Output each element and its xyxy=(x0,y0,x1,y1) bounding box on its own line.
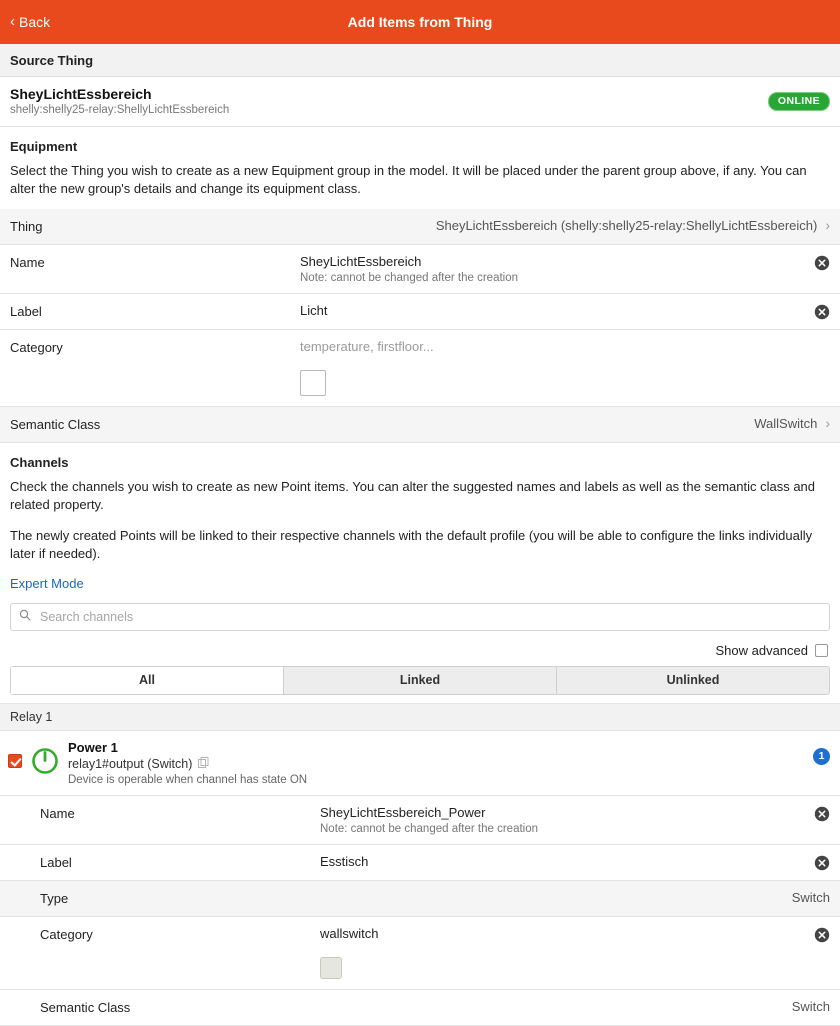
clear-icon[interactable] xyxy=(814,304,830,320)
channel-link-count-badge: 1 xyxy=(813,748,830,765)
status-badge: ONLINE xyxy=(768,92,830,111)
equipment-name-label: Name xyxy=(10,254,45,270)
show-advanced-checkbox[interactable] xyxy=(815,644,828,657)
channel-category-row[interactable] xyxy=(0,917,840,953)
copy-icon[interactable] xyxy=(198,757,209,771)
equipment-name-row[interactable] xyxy=(0,245,840,294)
channel-label-row[interactable] xyxy=(0,845,840,881)
channel-checkbox[interactable] xyxy=(8,754,22,768)
channel-category-label: Category xyxy=(40,926,93,942)
channel-label-label: Label xyxy=(40,854,72,870)
source-thing-name: SheyLichtEssbereich xyxy=(10,86,152,102)
channel-type-row xyxy=(0,881,840,917)
channel-info xyxy=(68,740,803,786)
back-button[interactable] xyxy=(0,14,60,30)
chevron-right-icon: › xyxy=(825,216,830,233)
equipment-name-value: SheyLichtEssbereich xyxy=(300,253,422,269)
back-button-label: Back xyxy=(19,14,51,30)
channel-type-value: Switch xyxy=(791,889,830,905)
show-advanced-label: Show advanced xyxy=(715,642,808,658)
equipment-section-title: Equipment xyxy=(0,127,840,160)
search-wrap xyxy=(0,603,840,639)
search-input[interactable] xyxy=(38,609,821,625)
channel-name-label: Name xyxy=(40,805,75,821)
search-icon xyxy=(19,609,31,624)
equipment-description: Select the Thing you wish to create as a new Equipment group in the model. It will be placed under the parent group above, if any. You can alter the new group's details and change its equipment class. xyxy=(10,163,807,197)
equipment-semantic-class-label: Semantic Class xyxy=(10,416,101,432)
clear-icon[interactable] xyxy=(814,927,830,943)
channel-group-label: Relay 1 xyxy=(0,703,840,731)
channel-uid-row xyxy=(68,757,803,771)
show-advanced-row[interactable] xyxy=(0,639,840,666)
channel-filter-tabs xyxy=(10,666,830,695)
equipment-label-value[interactable]: Licht xyxy=(300,302,328,318)
color-swatch[interactable] xyxy=(300,370,326,396)
source-thing-row[interactable] xyxy=(0,77,840,127)
equipment-category-input[interactable]: temperature, firstfloor... xyxy=(300,338,434,354)
equipment-category-row[interactable] xyxy=(0,330,840,366)
expert-mode-link[interactable]: Expert Mode xyxy=(10,575,84,591)
channel-name: Power 1 xyxy=(68,739,118,755)
category-icon-swatch[interactable] xyxy=(320,957,342,979)
channel-label-value[interactable]: Esstisch xyxy=(320,853,369,869)
chevron-right-icon: › xyxy=(825,414,830,431)
source-thing-info xyxy=(10,86,768,116)
channel-category-swatch-wrap xyxy=(0,953,840,990)
channel-name-field[interactable] xyxy=(320,805,806,835)
equipment-name-field[interactable] xyxy=(300,254,806,284)
equipment-semantic-class-row[interactable] xyxy=(0,407,840,443)
channels-section-title: Channels xyxy=(0,443,840,476)
clear-icon[interactable] xyxy=(814,806,830,822)
equipment-label-label: Label xyxy=(10,303,42,319)
equipment-label-row[interactable] xyxy=(0,294,840,330)
channel-name-value: SheyLichtEssbereich_Power xyxy=(320,804,486,820)
equipment-name-note: Note: cannot be changed after the creation xyxy=(300,271,519,284)
equipment-thing-label: Thing xyxy=(10,218,43,234)
equipment-semantic-class-value: WallSwitch xyxy=(754,415,818,431)
tab-linked[interactable]: Linked xyxy=(284,667,557,694)
clear-icon[interactable] xyxy=(814,855,830,871)
tab-unlinked[interactable]: Unlinked xyxy=(666,672,720,687)
search-channels-box[interactable] xyxy=(10,603,830,631)
equipment-category-swatch-wrap xyxy=(0,366,840,407)
channel-name-note: Note: cannot be changed after the creation xyxy=(320,822,539,835)
channel-semantic-class-value: Switch xyxy=(791,998,830,1014)
source-thing-uid: shelly:shelly25-relay:ShellyLichtEssbereich xyxy=(10,104,230,116)
channel-semantic-class-row[interactable] xyxy=(0,990,840,1026)
chevron-left-icon: ‹ xyxy=(10,12,15,30)
channel-category-value[interactable]: wallswitch xyxy=(320,925,379,941)
equipment-thing-row[interactable] xyxy=(0,209,840,245)
channel-row[interactable] xyxy=(0,731,840,796)
page-title: Add Items from Thing xyxy=(347,14,493,30)
channel-name-row[interactable] xyxy=(0,796,840,845)
equipment-thing-value: SheyLichtEssbereich (shelly:shelly25-relay:ShellyLichtEssbereich) xyxy=(435,217,818,233)
channels-description-1: Check the channels you wish to create as new Point items. You can alter the suggested names and labels as well as the semantic class and related property. xyxy=(10,478,816,513)
channel-uid: relay1#output (Switch) xyxy=(68,756,193,771)
channel-type-label: Type xyxy=(40,890,69,906)
source-thing-section-title: Source Thing xyxy=(0,44,840,77)
equipment-category-label: Category xyxy=(10,339,63,355)
clear-icon[interactable] xyxy=(814,255,830,271)
app-header xyxy=(0,0,840,44)
channel-description: Device is operable when channel has state ON xyxy=(68,773,308,786)
tab-all[interactable]: All xyxy=(11,667,284,694)
power-icon xyxy=(32,748,58,774)
channel-semantic-class-label: Semantic Class xyxy=(40,999,131,1015)
channels-description-2: The newly created Points will be linked to their respective channels with the default profile (you will be able to configure the links individually later if needed). xyxy=(10,527,813,562)
